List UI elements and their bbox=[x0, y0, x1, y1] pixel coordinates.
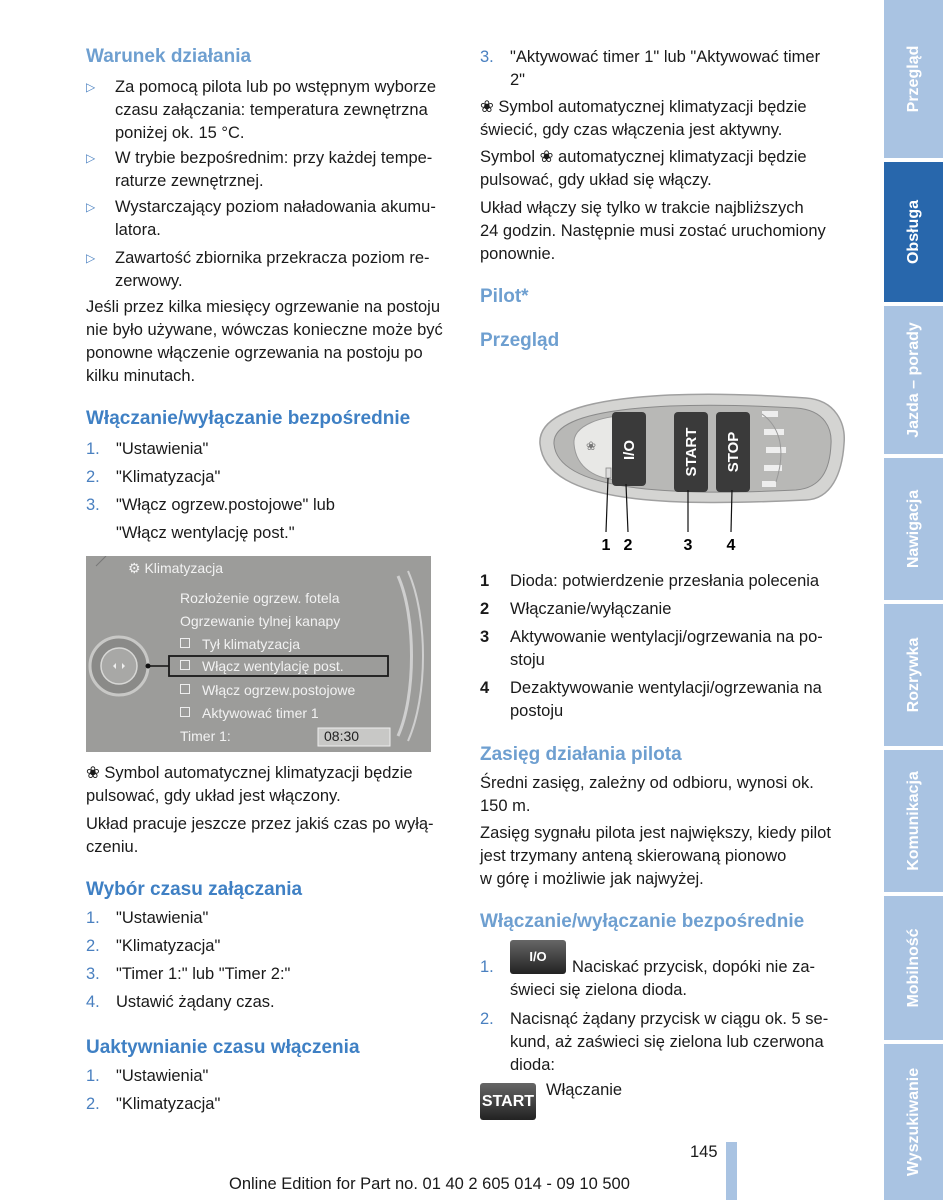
checkbox[interactable] bbox=[180, 707, 190, 717]
menu-item[interactable]: Tył klimatyzacja bbox=[180, 636, 300, 652]
io-label: I/O bbox=[621, 439, 638, 461]
checkbox[interactable] bbox=[180, 684, 190, 694]
tab-obsluga[interactable]: Obsługa bbox=[884, 162, 943, 302]
callout-4: 4 bbox=[726, 537, 736, 554]
page-marker bbox=[726, 1142, 737, 1200]
pilot-heading: Pilot* bbox=[480, 286, 529, 307]
range-text: Średni zasięg, zależny od odbioru, wynosi ok. 150 m. bbox=[480, 774, 814, 815]
tab-jazda-porady[interactable]: Jazda – porady bbox=[884, 306, 943, 454]
start-button[interactable]: START bbox=[480, 1083, 536, 1120]
stop-label: STOP bbox=[725, 431, 742, 473]
edition-footer: Online Edition for Part no. 01 40 2 605 014 - 09 10 500 bbox=[229, 1175, 630, 1193]
triangle-bullet-icon: ▷ bbox=[86, 80, 96, 94]
triangle-bullet-icon: ▷ bbox=[86, 151, 96, 165]
start-label: Włączanie bbox=[546, 1081, 623, 1099]
menu-item[interactable]: Rozłożenie ogrzew. fotela bbox=[180, 590, 340, 606]
timer-value[interactable]: 08:30 bbox=[324, 728, 360, 744]
choice-heading: Wybór czasu załączania bbox=[86, 879, 303, 900]
warunek-note: Jeśli przez kilka miesięcy ogrzewanie na postoju nie było używane, wówczas konieczne może być ponowne włączenie ogrzewania na postoju po kilku minutach. bbox=[86, 298, 443, 385]
symbol-note: ❀ Symbol automatycznej klimatyzacji będzie pulsować, gdy układ jest włączony. bbox=[86, 764, 413, 805]
page-number: 145 bbox=[690, 1143, 718, 1161]
callout-2: 2 bbox=[623, 537, 633, 554]
io-button[interactable]: I/O bbox=[510, 940, 566, 974]
checkbox[interactable] bbox=[180, 638, 190, 648]
tab-nawigacja[interactable]: Nawigacja bbox=[884, 458, 943, 600]
tab-rozrywka[interactable]: Rozrywka bbox=[884, 604, 943, 746]
range-heading: Zasięg działania pilota bbox=[480, 744, 682, 765]
within24-note: Układ włączy się tylko w trakcie najbliższych 24 godzin. Następnie musi zostać uruchomiony ponownie. bbox=[480, 199, 826, 263]
fan-icon: ❀ bbox=[586, 439, 597, 453]
idrive-screen bbox=[86, 556, 431, 752]
range-text2: Zasięg sygnału pilota jest największy, kiedy pilot jest trzymany anteną skierowaną pionowo w górę i możliwie jak najwyżej. bbox=[480, 824, 831, 888]
screen-frame bbox=[86, 556, 431, 752]
screen-title-row: ⚙ Klimatyzacja bbox=[128, 560, 224, 576]
symbol-pulse-note: Symbol ❀ automatycznej klimatyzacji będzie pulsować, gdy układ się włączy. bbox=[480, 148, 807, 189]
key-fob-illustration bbox=[526, 384, 846, 559]
timer-label: Timer 1: bbox=[180, 728, 231, 744]
fan-icon: ❀ bbox=[86, 764, 100, 782]
tab-mobilnosc[interactable]: Mobilność bbox=[884, 896, 943, 1040]
checkbox[interactable] bbox=[180, 660, 190, 670]
controller-icon bbox=[90, 637, 148, 695]
settings-icon: ⚙ bbox=[128, 560, 141, 576]
working-note: Układ pracuje jeszcze przez jakiś czas po wyłą‐ czeniu. bbox=[86, 815, 434, 856]
tab-wyszukiwanie[interactable]: Wyszukiwanie bbox=[884, 1044, 943, 1200]
fan-icon: ❀ bbox=[539, 148, 554, 166]
przeglad-heading: Przegląd bbox=[480, 330, 560, 351]
activate-heading: Uaktywnianie czasu włączenia bbox=[86, 1037, 360, 1058]
menu-item[interactable]: Ogrzewanie tylnej kanapy bbox=[180, 613, 341, 629]
tab-przeglad[interactable]: Przegląd bbox=[884, 0, 943, 158]
callout-1: 1 bbox=[601, 537, 611, 554]
warunek-heading: Warunek działania bbox=[86, 46, 252, 67]
menu-item[interactable]: Włącz ogrzew.postojowe bbox=[180, 682, 355, 698]
direct-heading: Włączanie/wyłączanie bezpośrednie bbox=[86, 408, 411, 429]
led-indicator bbox=[606, 468, 611, 478]
start-label: START bbox=[683, 427, 700, 477]
direct-heading-right: Włączanie/wyłączanie bezpośrednie bbox=[480, 911, 805, 932]
triangle-bullet-icon: ▷ bbox=[86, 200, 96, 214]
menu-item[interactable]: Aktywować timer 1 bbox=[180, 705, 319, 721]
fan-icon: ❀ bbox=[480, 98, 494, 116]
callout-3: 3 bbox=[683, 537, 693, 554]
tab-komunikacja[interactable]: Komunikacja bbox=[884, 750, 943, 892]
menu-item-selected[interactable]: Włącz wentylację post. bbox=[180, 658, 344, 674]
triangle-bullet-icon: ▷ bbox=[86, 251, 96, 265]
symbol-active-note: ❀ Symbol automatycznej klimatyzacji będzie świecić, gdy czas włączenia jest aktywny. bbox=[480, 98, 807, 139]
